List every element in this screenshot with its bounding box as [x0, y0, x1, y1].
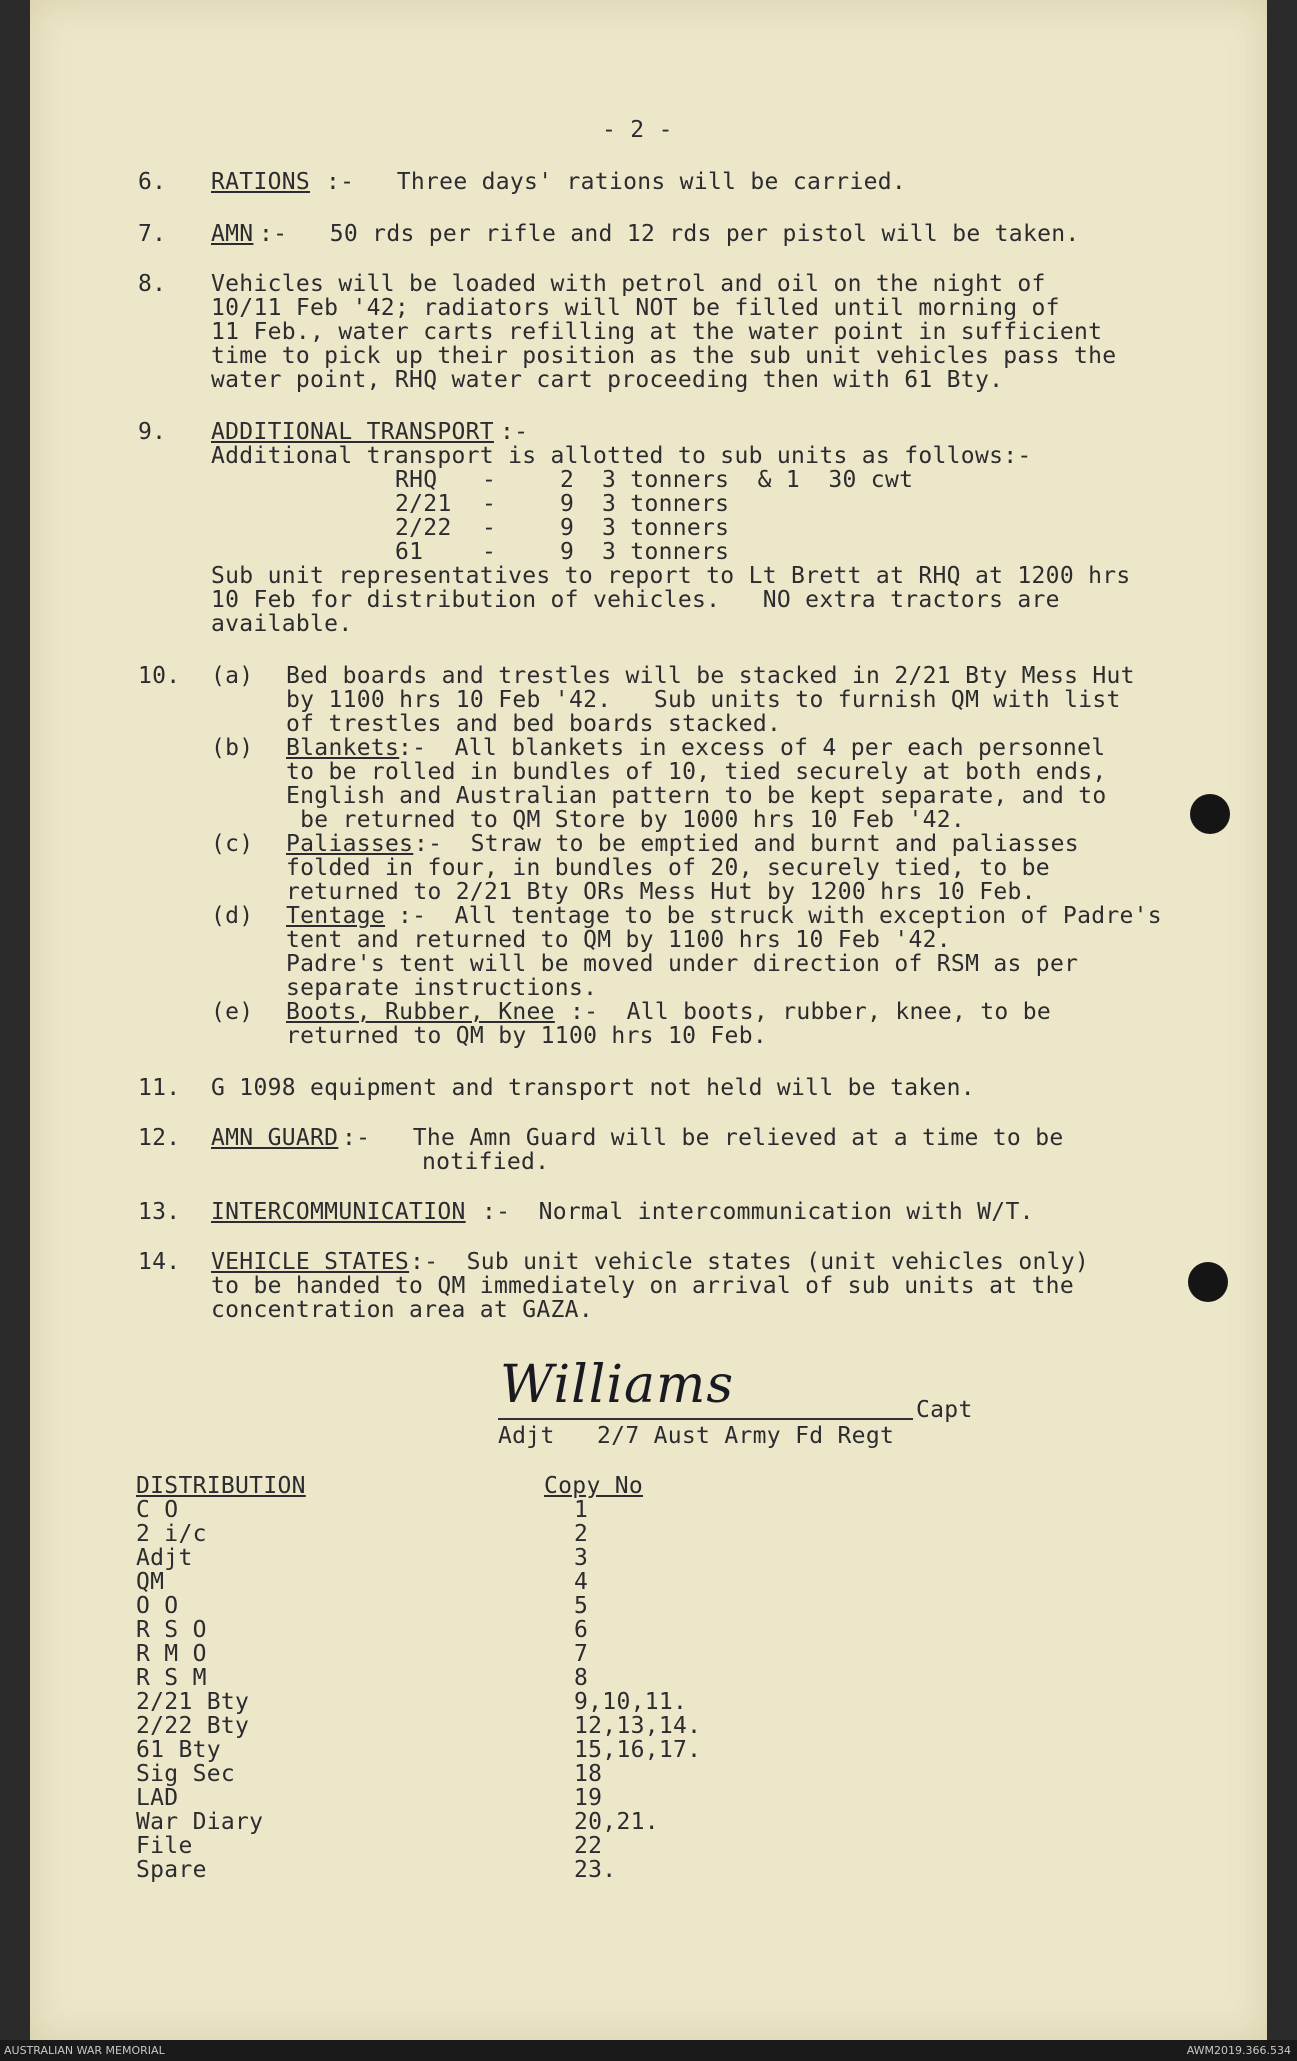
dist-recipient: 2 i/c	[136, 1521, 207, 1547]
allot-qty: 9	[560, 539, 575, 565]
allot-desc: 3 tonners	[602, 515, 730, 541]
sub-line: to be rolled in bundles of 10, tied securely at both ends,	[286, 759, 1107, 785]
dist-recipient: 61 Bty	[136, 1737, 221, 1763]
sub-line: returned to QM by 1100 hrs 10 Feb.	[286, 1023, 768, 1049]
allot-desc: 3 tonners & 1 30 cwt	[602, 467, 914, 493]
dist-copy: 23.	[574, 1857, 617, 1883]
sub-heading: Tentage	[286, 903, 386, 929]
dist-recipient: QM	[136, 1569, 165, 1595]
sub-line: :- All blankets in excess of 4 per each personnel	[398, 735, 1106, 761]
signature: Williams	[500, 1355, 735, 1415]
item-number: 7.	[138, 221, 167, 247]
sub-label: (d)	[211, 903, 254, 929]
sub-line: Padre's tent will be moved under direction of RSM as per	[286, 951, 1079, 977]
dist-recipient: 2/21 Bty	[136, 1689, 250, 1715]
signature-line	[498, 1418, 913, 1420]
punch-hole	[1190, 794, 1230, 834]
allot-unit: 2/21	[395, 491, 452, 517]
item-line: water point, RHQ water cart proceeding then with 61 Bty.	[211, 367, 1004, 393]
dist-copy: 2	[574, 1521, 589, 1547]
item-line: notified.	[422, 1149, 550, 1175]
dist-copy: 19	[574, 1785, 603, 1811]
footer-reference: AWM2019.366.534	[1186, 2044, 1291, 2057]
item-number: 8.	[138, 271, 167, 297]
document-page	[30, 0, 1267, 2040]
dist-recipient: War Diary	[136, 1809, 264, 1835]
dist-recipient: Adjt	[136, 1545, 193, 1571]
allot-unit: 61	[395, 539, 424, 565]
allot-unit: RHQ	[395, 467, 438, 493]
sub-line: be returned to QM Store by 1000 hrs 10 Feb '42.	[286, 807, 966, 833]
allot-qty: 2	[560, 467, 575, 493]
dist-copy: 7	[574, 1641, 589, 1667]
item-text: :- Normal intercommunication with W/T.	[482, 1199, 1034, 1225]
dist-recipient: R S O	[136, 1617, 207, 1643]
allot-dash: -	[482, 467, 497, 493]
dist-recipient: Spare	[136, 1857, 207, 1883]
sub-label: (c)	[211, 831, 254, 857]
item-text: :- Three days' rations will be carried.	[326, 169, 907, 195]
allot-dash: -	[482, 491, 497, 517]
item-number: 10.	[138, 663, 181, 689]
item-text: :- Sub unit vehicle states (unit vehicles only)	[410, 1249, 1090, 1275]
sub-line: English and Australian pattern to be kept separate, and to	[286, 783, 1107, 809]
sub-heading: Boots, Rubber, Knee	[286, 999, 555, 1025]
dist-recipient: O O	[136, 1593, 179, 1619]
sub-line: tent and returned to QM by 1100 hrs 10 Feb '42.	[286, 927, 951, 953]
item-line: available.	[211, 611, 353, 637]
footer-institution: AUSTRALIAN WAR MEMORIAL	[4, 2044, 165, 2057]
item-number: 9.	[138, 419, 167, 445]
distribution-heading: DISTRIBUTION	[136, 1473, 306, 1499]
dist-recipient: R M O	[136, 1641, 207, 1667]
dist-copy: 12,13,14.	[574, 1713, 702, 1739]
copy-heading: Copy No	[544, 1473, 644, 1499]
item-text: :-	[500, 419, 529, 445]
item-text: :- 50 rds per rifle and 12 rds per pistol will be taken.	[259, 221, 1080, 247]
item-heading: AMN GUARD	[211, 1125, 339, 1151]
item-line: concentration area at GAZA.	[211, 1297, 593, 1323]
sub-label: (a)	[211, 663, 254, 689]
item-line: 10 Feb for distribution of vehicles. NO extra tractors are	[211, 587, 1060, 613]
item-heading: RATIONS	[211, 169, 311, 195]
dist-recipient: LAD	[136, 1785, 179, 1811]
item-line: time to pick up their position as the sub unit vehicles pass the	[211, 343, 1117, 369]
sub-line: returned to 2/21 Bty ORs Mess Hut by 1200 hrs 10 Feb.	[286, 879, 1036, 905]
allot-unit: 2/22	[395, 515, 452, 541]
dist-recipient: C O	[136, 1497, 179, 1523]
sub-heading: Blankets	[286, 735, 400, 761]
item-line: 11 Feb., water carts refilling at the water point in sufficient	[211, 319, 1103, 345]
allot-desc: 3 tonners	[602, 539, 730, 565]
page-number: - 2 -	[602, 117, 673, 143]
item-heading: AMN	[211, 221, 254, 247]
allot-dash: -	[482, 539, 497, 565]
sub-line: of trestles and bed boards stacked.	[286, 711, 782, 737]
dist-copy: 6	[574, 1617, 589, 1643]
item-heading: INTERCOMMUNICATION	[211, 1199, 466, 1225]
item-line: to be handed to QM immediately on arrival of sub units at the	[211, 1273, 1074, 1299]
dist-recipient: Sig Sec	[136, 1761, 236, 1787]
sub-line: :- All boots, rubber, knee, to be	[570, 999, 1052, 1025]
item-number: 11.	[138, 1075, 181, 1101]
allot-qty: 9	[560, 515, 575, 541]
item-number: 13.	[138, 1199, 181, 1225]
dist-recipient: R S M	[136, 1665, 207, 1691]
sub-heading: Paliasses	[286, 831, 414, 857]
sub-line: Bed boards and trestles will be stacked in 2/21 Bty Mess Hut	[286, 663, 1135, 689]
item-line: Sub unit representatives to report to Lt Brett at RHQ at 1200 hrs	[211, 563, 1131, 589]
dist-copy: 4	[574, 1569, 589, 1595]
signature-title: Adjt 2/7 Aust Army Fd Regt	[498, 1423, 895, 1449]
dist-copy: 22	[574, 1833, 603, 1859]
sub-label: (e)	[211, 999, 254, 1025]
signature-rank: Capt	[916, 1397, 973, 1423]
dist-copy: 15,16,17.	[574, 1737, 702, 1763]
item-number: 12.	[138, 1125, 181, 1151]
punch-hole	[1188, 1262, 1228, 1302]
dist-copy: 18	[574, 1761, 603, 1787]
item-text: :- The Amn Guard will be relieved at a time to be	[342, 1125, 1064, 1151]
item-text: G 1098 equipment and transport not held will be taken.	[211, 1075, 975, 1101]
sub-line: by 1100 hrs 10 Feb '42. Sub units to furnish QM with list	[286, 687, 1121, 713]
allot-desc: 3 tonners	[602, 491, 730, 517]
dist-copy: 20,21.	[574, 1809, 659, 1835]
dist-recipient: 2/22 Bty	[136, 1713, 250, 1739]
dist-copy: 5	[574, 1593, 589, 1619]
item-number: 6.	[138, 169, 167, 195]
dist-recipient: File	[136, 1833, 193, 1859]
allot-qty: 9	[560, 491, 575, 517]
item-line: Vehicles will be loaded with petrol and oil on the night of	[211, 271, 1046, 297]
sub-line: :- Straw to be emptied and burnt and paliasses	[414, 831, 1079, 857]
dist-copy: 3	[574, 1545, 589, 1571]
item-heading: ADDITIONAL TRANSPORT	[211, 419, 494, 445]
dist-copy: 8	[574, 1665, 589, 1691]
item-heading: VEHICLE STATES	[211, 1249, 410, 1275]
item-line: 10/11 Feb '42; radiators will NOT be filled until morning of	[211, 295, 1060, 321]
sub-line: folded in four, in bundles of 20, securely tied, to be	[286, 855, 1050, 881]
sub-line: :- All tentage to be struck with exception of Padre's	[398, 903, 1162, 929]
sub-label: (b)	[211, 735, 254, 761]
archive-footer	[0, 2040, 1297, 2061]
item-number: 14.	[138, 1249, 181, 1275]
dist-copy: 1	[574, 1497, 589, 1523]
allot-dash: -	[482, 515, 497, 541]
dist-copy: 9,10,11.	[574, 1689, 688, 1715]
item-line: Additional transport is allotted to sub units as follows:-	[211, 443, 1032, 469]
sub-line: separate instructions.	[286, 975, 598, 1001]
